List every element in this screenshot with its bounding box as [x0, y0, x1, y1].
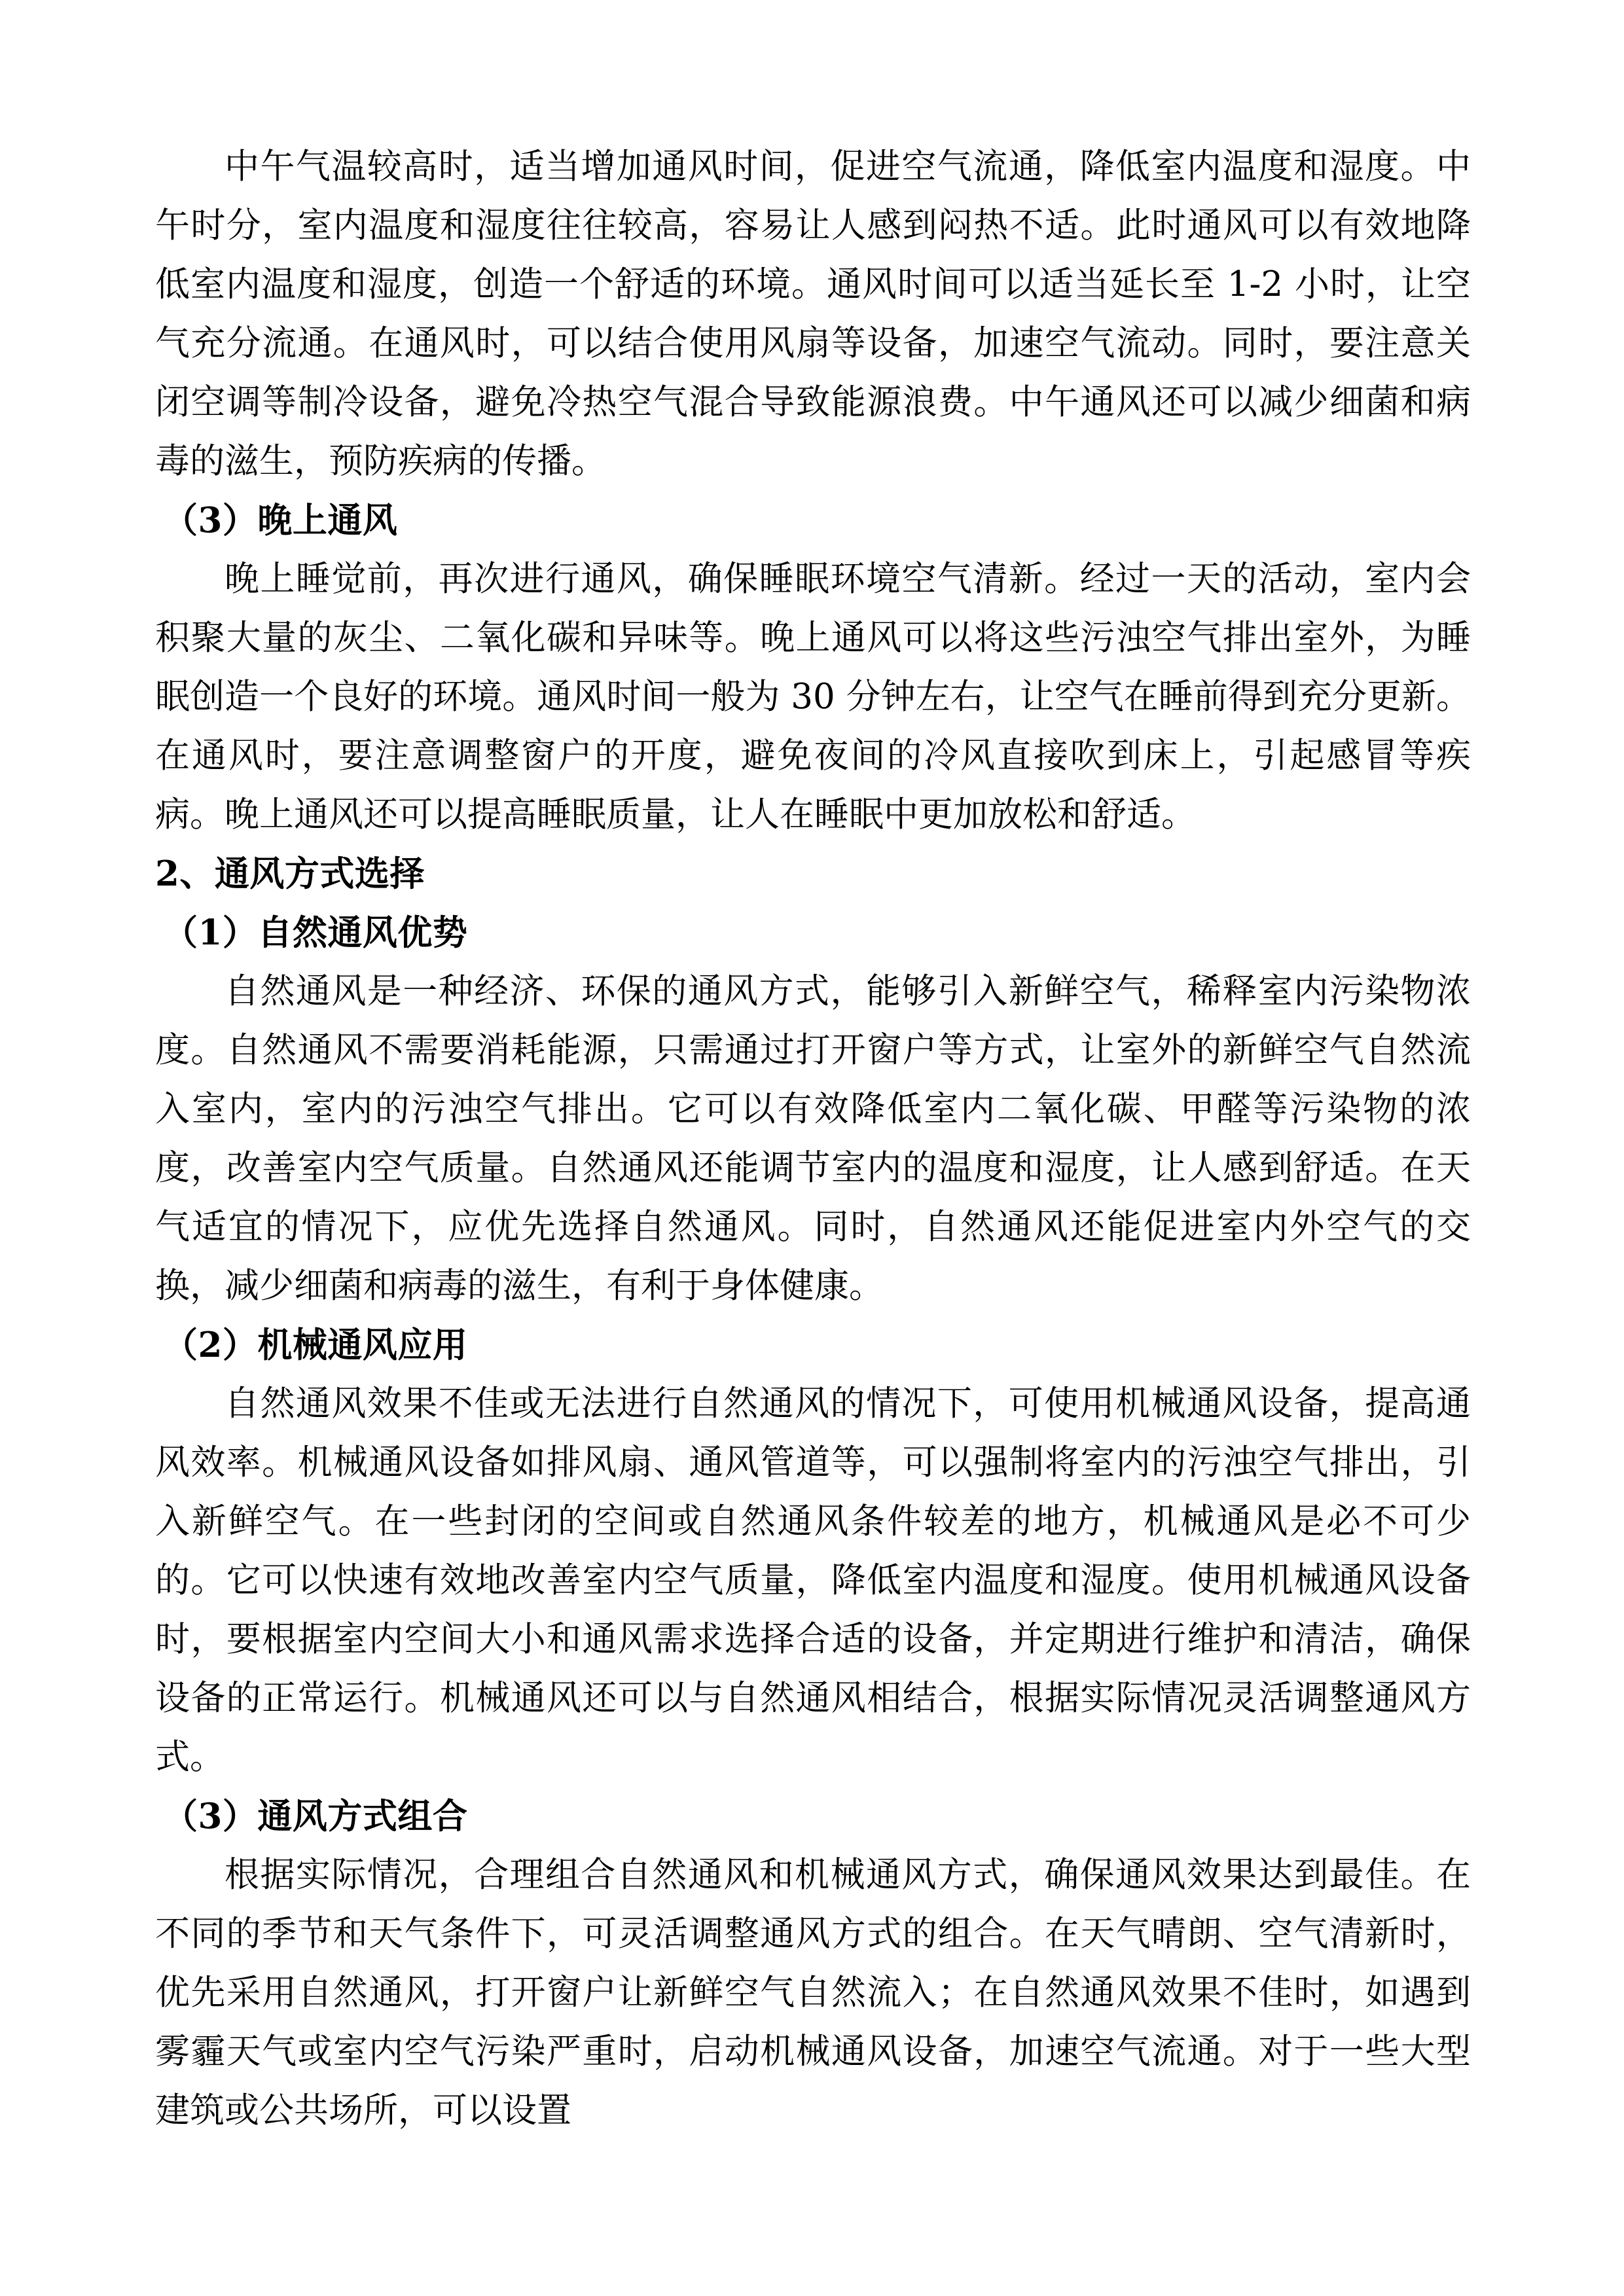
heading-evening-ventilation: （3）晚上通风 [163, 500, 398, 541]
paragraph-natural-ventilation-advantage: 自然通风是一种经济、环保的通风方式，能够引入新鲜空气，稀释室内污染物浓度。自然通风不需要消耗能源，只需通过打开窗户等方式，让室外的新鲜空气自然流入室内，室内的污浊空气排出。它可以有效降低室内二氧化碳、甲醛等污染物的浓度，改善室内空气质量。自然通风还能调节室内的温度和湿度，让人感到舒适。在天气适宜的情况下，应优先选择自然通风。同时，自然通风还能促进室内外空气的交换，减少细菌和病毒的滋生，有利于身体健康。 [155, 971, 1471, 1306]
document-body [155, 137, 1471, 2140]
heading-natural-ventilation-advantage: （1）自然通风优势 [163, 912, 468, 953]
paragraph-evening-ventilation: 晚上睡觉前，再次进行通风，确保睡眠环境空气清新。经过一天的活动，室内会积聚大量的灰尘、二氧化碳和异味等。晚上通风可以将这些污浊空气排出室外，为睡眠创造一个良好的环境。通风时间一般为 30 分钟左右，让空气在睡前得到充分更新。在通风时，要注意调整窗户的开度，避免夜间的冷风直接吹到床上，引起感冒等疾病。晚上通风还可以提高睡眠质量，让人在睡眠中更加放松和舒适。 [155, 559, 1471, 834]
paragraph-mechanical-ventilation-application: 自然通风效果不佳或无法进行自然通风的情况下，可使用机械通风设备，提高通风效率。机械通风设备如排风扇、通风管道等，可以强制将室内的污浊空气排出，引入新鲜空气。在一些封闭的空间或自然通风条件较差的地方，机械通风是必不可少的。它可以快速有效地改善室内空气质量，降低室内温度和湿度。使用机械通风设备时，要根据室内空间大小和通风需求选择合适的设备，并定期进行维护和清洁，确保设备的正常运行。机械通风还可以与自然通风相结合，根据实际情况灵活调整通风方式。 [155, 1384, 1471, 1777]
heading-ventilation-method-selection: 2、通风方式选择 [155, 853, 425, 894]
paragraph-noon-ventilation: 中午气温较高时，适当增加通风时间，促进空气流通，降低室内温度和湿度。中午时分，室内温度和湿度往往较高，容易让人感到闷热不适。此时通风可以有效地降低室内温度和湿度，创造一个舒适的环境。通风时间可以适当延长至 1-2 小时，让空气充分流通。在通风时，可以结合使用风扇等设备，加速空气流动。同时，要注意关闭空调等制冷设备，避免冷热空气混合导致能源浪费。中午通风还可以减少细菌和病毒的滋生，预防疾病的传播。 [155, 147, 1471, 481]
heading-mechanical-ventilation-application: （2）机械通风应用 [163, 1325, 468, 1365]
heading-ventilation-method-combination: （3）通风方式组合 [163, 1796, 468, 1837]
paragraph-ventilation-method-combination: 根据实际情况，合理组合自然通风和机械通风方式，确保通风效果达到最佳。在不同的季节和天气条件下，可灵活调整通风方式的组合。在天气晴朗、空气清新时，优先采用自然通风，打开窗户让新鲜空气自然流入；在自然通风效果不佳时，如遇到雾霾天气或室内空气污染严重时，启动机械通风设备，加速空气流通。对于一些大型建筑或公共场所，可以设置 [155, 1855, 1471, 2130]
